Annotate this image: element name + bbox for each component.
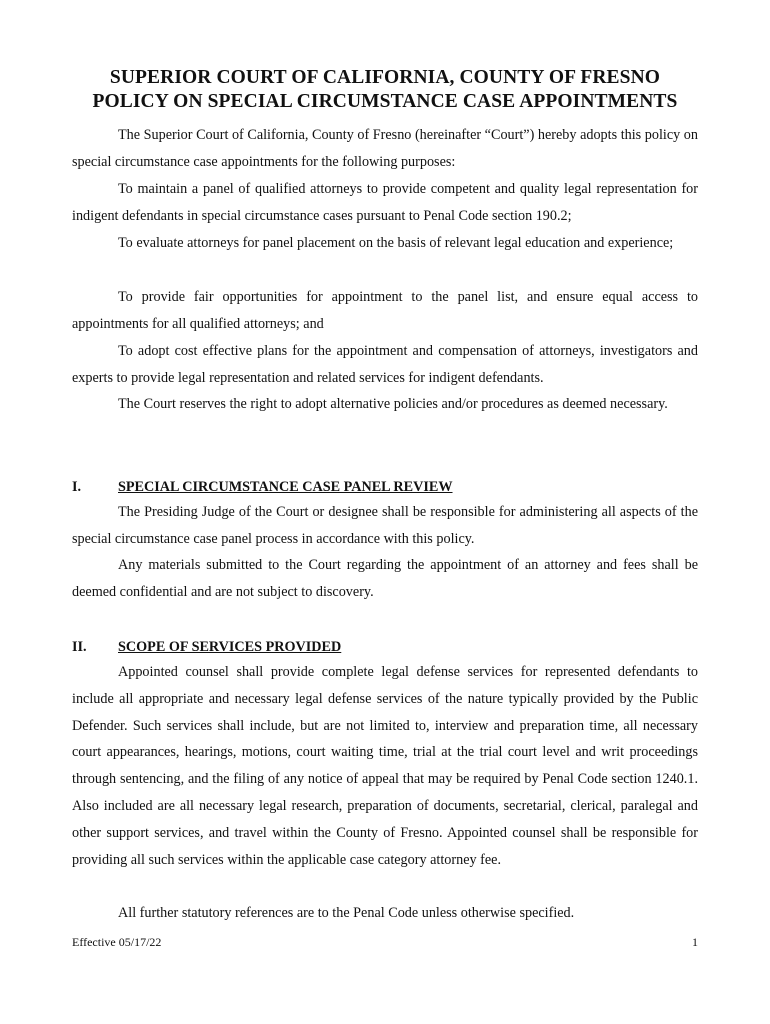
section-2-paragraph-2: All further statutory references are to the Penal Code unless otherwise specified. [118,905,575,921]
intro-paragraph-5: To adopt cost effective plans for the appointment and compensation of attorneys, investigators and experts to provide legal representation and related services for indigent defendants. [72,343,698,386]
section-1-title: SPECIAL CIRCUMSTANCE CASE PANEL REVIEW [118,479,453,495]
intro-paragraph-1: The Superior Court of California, County of Fresno (hereinafter “Court”) hereby adopts this policy on special circumstance case appointments for the following purposes: [72,127,698,170]
section-2-title: SCOPE OF SERVICES PROVIDED [118,639,342,655]
section-1-paragraph-1: The Presiding Judge of the Court or designee shall be responsible for administering all aspects of the special circumstance case panel process in accordance with this policy. [72,504,698,547]
section-1-paragraph-2: Any materials submitted to the Court regarding the appointment of an attorney and fees shall be deemed confidential and are not subject to discovery. [72,557,698,600]
section-1-number: I. [72,479,82,495]
intro-paragraph-4: To provide fair opportunities for appointment to the panel list, and ensure equal access to appointments for all qualified attorneys; and [72,289,698,332]
section-2-heading [72,637,698,657]
intro-paragraph-3: To evaluate attorneys for panel placement on the basis of relevant legal education and experience; [118,235,674,251]
footer-page-number: 1 [692,935,698,949]
footer-effective-date: Effective 05/17/22 [72,935,162,949]
intro-paragraph-6: The Court reserves the right to adopt alternative policies and/or procedures as deemed necessary. [118,396,668,412]
section-1-heading [72,477,698,497]
document-title-line-2: POLICY ON SPECIAL CIRCUMSTANCE CASE APPOINTMENTS [92,91,678,112]
section-2-number: II. [72,639,87,655]
intro-paragraph-2: To maintain a panel of qualified attorneys to provide competent and quality legal representation for indigent defendants in special circumstance cases pursuant to Penal Code section 190.2; [72,181,698,224]
document-title-line-1: SUPERIOR COURT OF CALIFORNIA, COUNTY OF FRESNO [109,67,661,88]
section-2-paragraph-1: Appointed counsel shall provide complete legal defense services for represented defendants to include all appropriate and necessary legal defense services of the nature typically provided by the Public Defender. Such services shall include, but are not limited to, interview and preparation time, all necessary court appearances, hearings, motions, court waiting time, trial at the trial court level and writ proceedings through sentencing, and the filing of any notice of appeal that may be required by Penal Code section 1240.1. Also included are all necessary legal research, preparation of documents, secretarial, clerical, paralegal and other support services, and travel within the County of Fresno. Appointed counsel shall be responsible for providing all such services within the applicable case category attorney fee. [72,664,698,868]
